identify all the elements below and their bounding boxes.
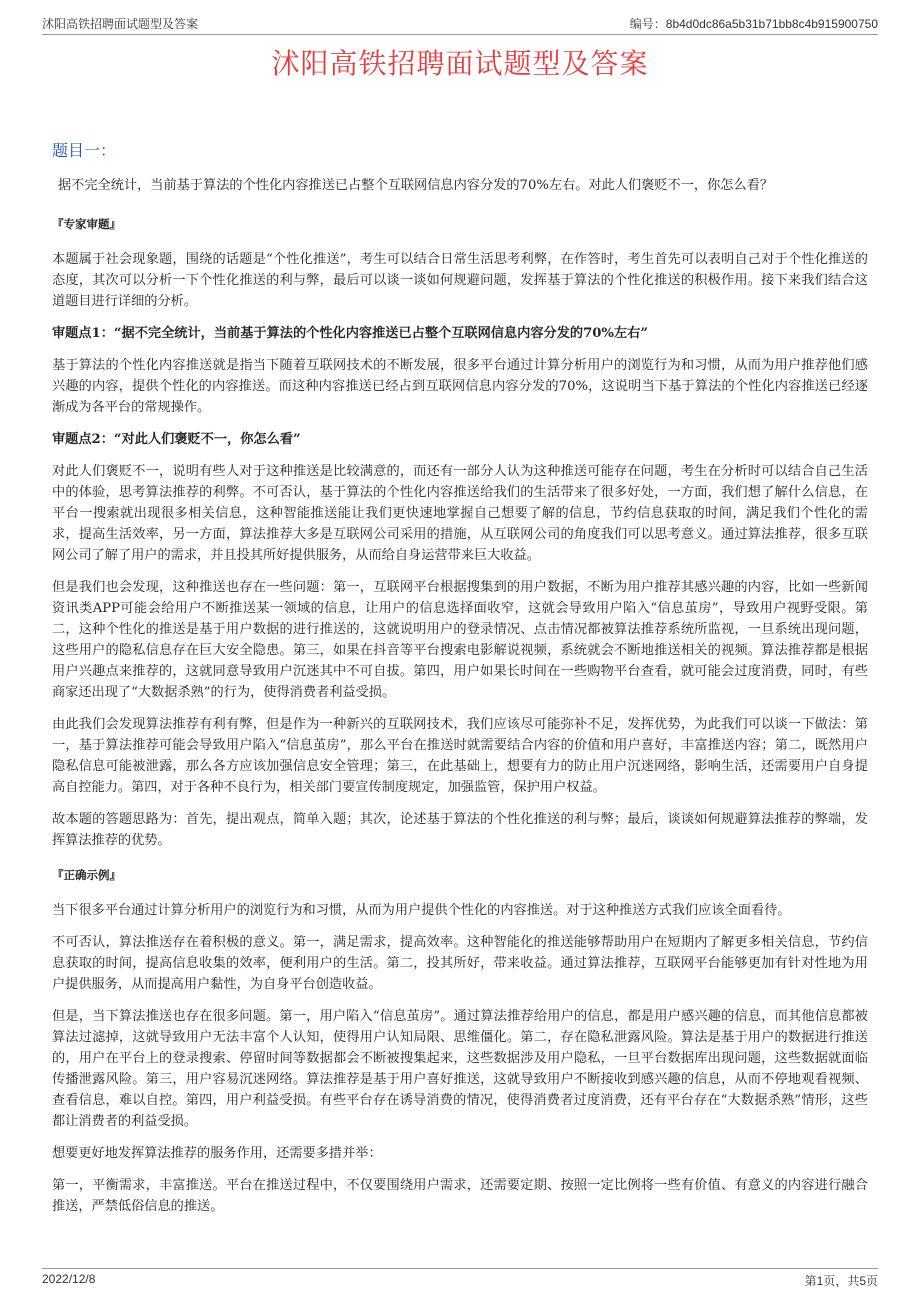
expert-intro: 本题属于社会现象题，围绕的话题是“个性化推送”，考生可以结合日常生活思考利弊，在作答时，考生首先可以表明自己对于个性化推送的态度，其次可以分析一下个性化推送的利与弊，最后可以谈一谈如何规避问题，发挥基于算法的个性化推送的积极作用。接下来我们结合这道题目进行详细的分析。 [52, 252, 868, 309]
example-paragraph: 但是，当下算法推送也存在很多问题。第一，用户陷入“信息茧房”。通过算法推荐给用户的信息，都是用户感兴趣的信息，而其他信息都被算法过滤掉，这就导致用户无法丰富个人认知，使得用户认知局限、思维僵化。第二，存在隐私泄露风险。算法是基于用户的数据进行推送的，用户在平台上的登录搜索、停留时间等数据都会不断被搜集起来，这些数据涉及用户隐私，一旦平台数据库出现问题，这些数据就面临传播泄露风险。第三，用户容易沉迷网络。算法推荐是基于用户喜好推送，这就导致用户不断接收到感兴趣的信息，从而不停地观看视频、查看信息，难以自控。第四，用户利益受损。有些平台存在诱导消费的情况，使得消费者过度消费，还有平台存在“大数据杀熟”情形，这些都让消费者的利益受损。 [52, 1009, 868, 1129]
header-doc-title: 沭阳高铁招聘面试题型及答案 [42, 17, 199, 31]
document-body [52, 140, 868, 1228]
footer-page-number: 第1页，共5页 [804, 1274, 878, 1288]
review-point-2-paragraph: 但是我们也会发现，这种推送也存在一些问题：第一，互联网平台根据搜集到的用户数据，不断为用户推荐其感兴趣的内容，比如一些新闻资讯类APP可能会给用户不断推送某一领域的信息，让用户的信息选择面收窄，这就会导致用户陷入“信息茧房”，导致用户视野受限。第二，这种个性化的推送是基于用户数据的进行推送的，这就说明用户的登录情况、点击情况都被算法推荐系统所监视，一旦系统出现问题，这些用户的隐私信息存在巨大安全隐患。第三，如果在抖音等平台搜索电影解说视频，系统就会不断地推送相关的视频。算法推荐都是根据用户兴趣点来推荐的，这就同意导致用户沉迷其中不可自拔。第四，用户如果长时间在一些购物平台查看，就可能会过度消费，同时，有些商家还出现了“大数据杀熟”的行为，使得消费者利益受损。 [52, 580, 868, 700]
footer-date: 2022/12/8 [42, 1272, 96, 1286]
example-paragraph: 当下很多平台通过计算分析用户的浏览行为和习惯，从而为用户提供个性化的内容推送。对于这种推送方式我们应该全面看待。 [52, 903, 791, 918]
page-header [42, 12, 878, 35]
expert-review-tag: 『专家审题』 [52, 217, 121, 231]
example-paragraph: 不可否认，算法推送存在着积极的意义。第一，满足需求，提高效率。这种智能化的推送能够帮助用户在短期内了解更多相关信息，节约信息获取的时间，提高信息收集的效率，便利用户的生活。第二，投其所好，带来收益。通过算法推荐，互联网平台能够更加有针对性地为用户提供服务，从而提高用户黏性，为自身平台创造收益。 [52, 935, 868, 992]
review-point-2-paragraph: 故本题的答题思路为：首先，提出观点，简单入题；其次，论述基于算法的个性化推送的利与弊；最后，谈谈如何规避算法推荐的弊端，发挥算法推荐的优势。 [52, 812, 868, 848]
header-code-label: 编号： [629, 17, 666, 31]
page-title: 沭阳高铁招聘面试题型及答案 [271, 47, 649, 80]
question-text: 据不完全统计，当前基于算法的个性化内容推送已占整个互联网信息内容分发的70%左右。对此人们褒贬不一，你怎么看？ [58, 178, 774, 193]
review-point-2-paragraph: 对此人们褒贬不一，说明有些人对于这种推送是比较满意的，而还有一部分人认为这种推送可能存在问题，考生在分析时可以结合自己生活中的体验，思考算法推荐的利弊。不可否认，基于算法的个性化内容推送给我们的生活带来了很多好处，一方面，我们想了解什么信息，在平台一搜索就出现很多相关信息，这种智能推送能让我们更快速地掌握自己想要了解的信息，节约信息获取的时间，满足我们个性化的需求，提高生活效率，另一方面，算法推荐大多是互联网公司采用的措施，从互联网公司的角度我们可以思考意义。通过算法推荐，很多互联网公司了解了用户的需求，并且投其所好提供服务，从而给自身运营带来巨大收益。 [52, 464, 868, 563]
example-paragraph: 想要更好地发挥算法推荐的服务作用，还需要多措并举： [52, 1146, 382, 1161]
page-footer [42, 1268, 878, 1289]
example-paragraph: 第一，平衡需求，丰富推送。平台在推送过程中，不仅要围绕用户需求，还需要定期、按照一定比例将一些有价值、有意义的内容进行融合推送，严禁低俗信息的推送。 [52, 1178, 868, 1214]
correct-example-tag: 『正确示例』 [52, 868, 121, 882]
review-point-1-text: 基于算法的个性化内容推送就是指当下随着互联网技术的不断发展，很多平台通过计算分析用户的浏览行为和习惯，从而为用户推荐他们感兴趣的内容，提供个性化的内容推送。而这种内容推送已经占到互联网信息内容分发的70%，这说明当下基于算法的个性化内容推送已经逐渐成为各平台的常规操作。 [52, 358, 868, 415]
header-doc-code [630, 15, 878, 32]
header-code-value: 8b4d0dc86a5b31b71bb8c4b915900750 [665, 17, 878, 31]
review-point-1-title: 审题点1：“据不完全统计，当前基于算法的个性化内容推送已占整个互联网信息内容分发的70%左右” [52, 326, 648, 341]
review-point-2-paragraph: 由此我们会发现算法推荐有利有弊，但是作为一种新兴的互联网技术，我们应该尽可能弥补不足，发挥优势，为此我们可以谈一下做法：第一，基于算法推荐可能会导致用户陷入“信息茧房”，那么平台在推送时就需要结合内容的价值和用户喜好，丰富推送内容；第二，既然用户隐私信息可能被泄露，那么各方应该加强信息安全管理；第三，在此基础上，想要有力的防止用户沉迷网络，影响生活，还需要用户自身提高自控能力。第四，对于各种不良行为，相关部门要宣传制度规定，加强监管，保护用户权益。 [52, 717, 868, 795]
review-point-2-title: 审题点2：“对此人们褒贬不一，你怎么看” [52, 432, 301, 447]
question-label: 题目一： [52, 141, 117, 160]
